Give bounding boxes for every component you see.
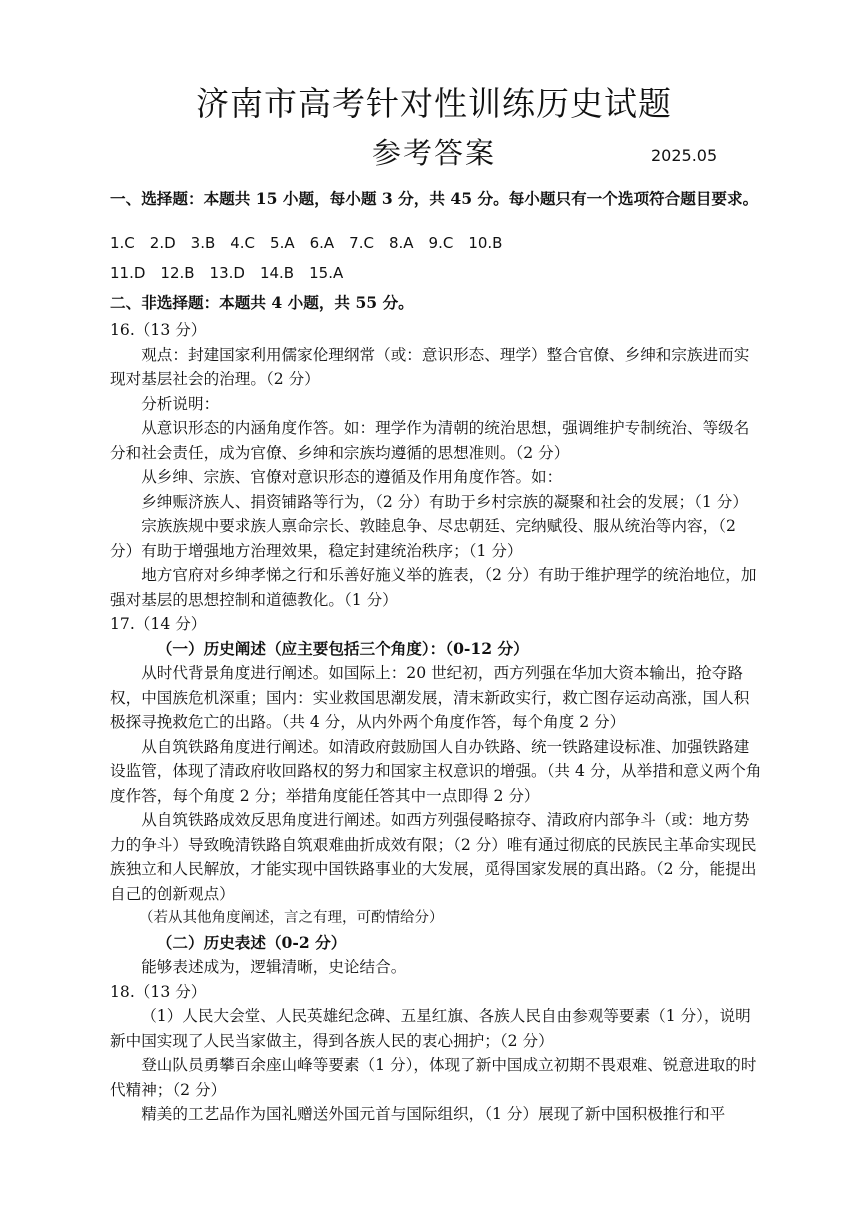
q16-viewpoint: 观点：封建国家利用儒家伦理纲常（或：意识形态、理学）整合官僚、乡绅和宗族进而实现对基层社会的治理。（2 分） xyxy=(110,345,750,388)
q16-paragraph-angle: 从乡绅、宗族、官僚对意识形态的遵循及作用角度作答。如： xyxy=(141,468,563,486)
exam-date: 2025.05 xyxy=(651,146,718,165)
q17-number: 17.（14 分） xyxy=(110,615,207,633)
q17-paragraph-reflection: 从自筑铁路成效反思角度进行阐述。如西方列强侵略掠夺、清政府内部争斗（或：地方势力的争斗）导致晚清铁路自筑艰难曲折成效有限；（2 分）唯有通过彻底的民族民主革命实现民族独立和人民解放，才能实现中国铁路事业的大发展，觅得国家发展的真出路。（2 分，能提出自己的创新观点） xyxy=(110,811,757,903)
page-subtitle: 参考答案 xyxy=(371,136,496,170)
q17-paragraph-background: 从时代背景角度进行阐述。如国际上：20 世纪初，西方列强在华加大资本输出，抢夺路权，中国族危机深重；国内：实业救国思潮发展，清末新政实行，救亡图存运动高涨，国人积极探寻挽救危亡的出路。（共 4 分，从内外两个角度作答，每个角度 2 分） xyxy=(110,664,750,731)
choice-answers-row-1: 1.C 2.D 3.B 4.C 5.A 6.A 7.C 8.A 9.C 10.B xyxy=(110,234,503,252)
q17-paragraph-railway: 从自筑铁路角度进行阐述。如清政府鼓励国人自办铁路、统一铁路建设标准、加强铁路建设监管，体现了清政府收回路权的努力和国家主权意识的增强。（共 4 分，从举措和意义两个角度作答，每个角度 2 分；举措角度能任答其中一点即得 2 分） xyxy=(110,737,762,805)
q18-paragraph-1: （1）人民大会堂、人民英雄纪念碑、五星红旗、各族人民自由参观等要素（1 分），说明新中国实现了人民当家做主，得到各族人民的衷心拥护；（2 分） xyxy=(110,1007,751,1050)
choice-answers-row-2: 11.D 12.B 13.D 14.B 15.A xyxy=(110,264,344,282)
section2-heading: 二、非选择题：本题共 4 小题，共 55 分。 xyxy=(110,293,414,312)
q18-paragraph-2: 登山队员勇攀百余座山峰等要素（1 分），体现了新中国成立初期不畏艰难、锐意进取的时代精神；（2 分） xyxy=(110,1056,757,1099)
section1-heading: 一、选择题：本题共 15 小题，每小题 3 分，共 45 分。每小题只有一个选项符合题目要求。 xyxy=(110,189,759,208)
answer-content xyxy=(110,184,762,1127)
q18-number: 18.（13 分） xyxy=(110,982,207,1001)
q16-paragraph-gentry: 乡绅赈济族人、捐资铺路等行为，（2 分）有助于乡村宗族的凝聚和社会的发展；（1 分） xyxy=(141,492,748,511)
q16-number: 16.（13 分） xyxy=(110,321,207,339)
q16-paragraph-ideology: 从意识形态的内涵角度作答。如：理学作为清朝的统治思想，强调维护专制统治、等级名分和社会责任，成为官僚、乡绅和宗族均遵循的思想准则。（2 分） xyxy=(110,419,750,462)
q17-paragraph-expression: 能够表述成为，逻辑清晰，史论结合。 xyxy=(141,958,407,976)
q16-analysis-label: 分析说明： xyxy=(141,394,220,413)
q17-part1-heading: （一）历史阐述（应主要包括三个角度）：（0-12 分） xyxy=(156,638,529,658)
q16-paragraph-clan: 宗族族规中要求族人禀命宗长、敦睦息争、尽忠朝廷、完纳赋役、服从统治等内容，（2 分）有助于增强地方治理效果，稳定封建统治秩序；（1 分） xyxy=(110,517,736,560)
page-title: 济南市高考针对性训练历史试题 xyxy=(196,84,672,123)
q17-note: （若从其他角度阐述，言之有理，可酌情给分） xyxy=(139,910,444,926)
q16-paragraph-officials: 地方官府对乡绅孝悌之行和乐善好施义举的旌表，（2 分）有助于维护理学的统治地位，加强对基层的思想控制和道德教化。（1 分） xyxy=(110,566,757,609)
q17-part2-heading: （二）历史表述（0-2 分） xyxy=(156,932,347,952)
q18-paragraph-3: 精美的工艺品作为国礼赠送外国元首与国际组织，（1 分）展现了新中国积极推行和平 xyxy=(141,1105,726,1123)
